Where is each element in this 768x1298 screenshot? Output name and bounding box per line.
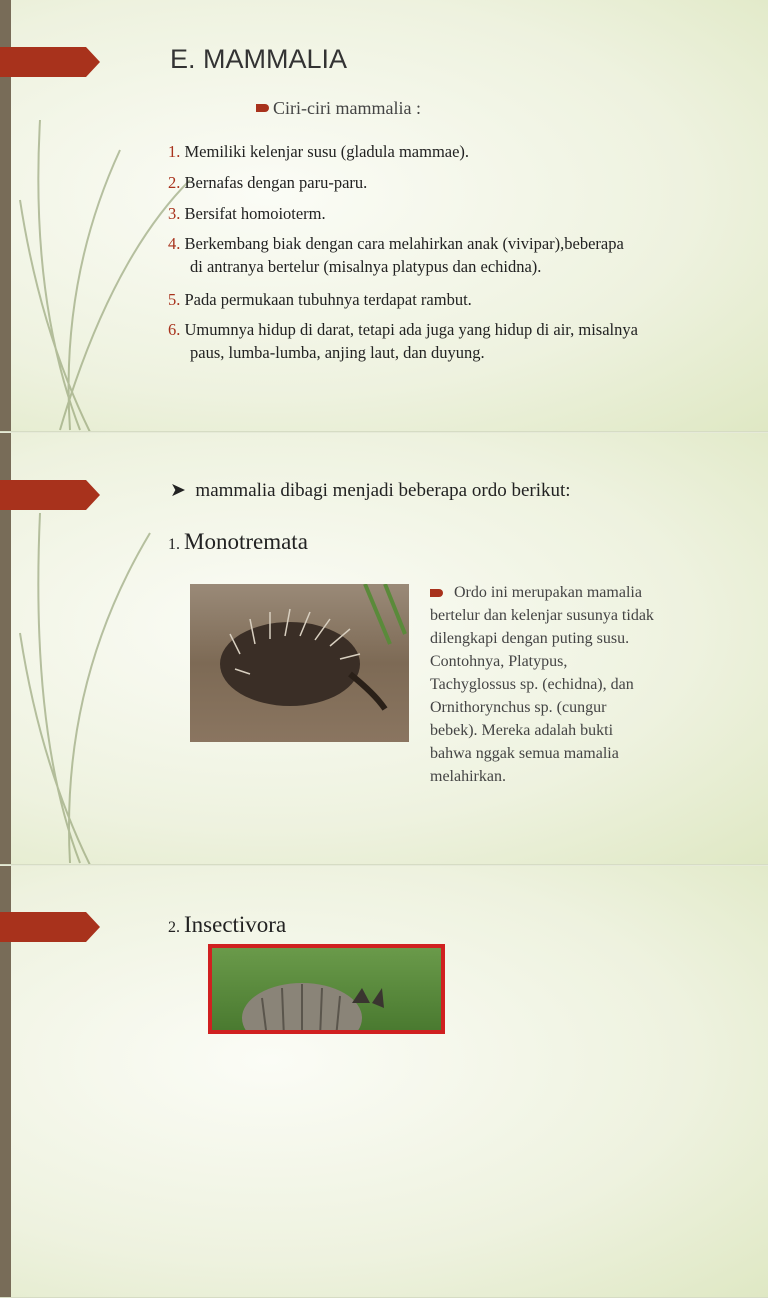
intro-label: mammalia dibagi menjadi beberapa ordo berikut: — [195, 480, 571, 501]
armadillo-photo — [208, 944, 445, 1034]
bullet-icon — [256, 104, 269, 112]
echidna-photo — [190, 584, 409, 742]
item-text: Umumnya hidup di darat, tetapi ada juga yang hidup di air, misalnya — [184, 320, 638, 339]
subtitle — [256, 98, 421, 119]
heading-number: 1. — [168, 536, 180, 553]
item-text: Memiliki kelenjar susu (gladula mammae). — [184, 142, 470, 161]
heading-number: 2. — [168, 919, 180, 936]
description-line: bertelur dan kelenjar susunya tidak — [430, 607, 654, 624]
bullet-icon — [430, 589, 443, 597]
list-item — [168, 140, 469, 163]
title-banner — [0, 480, 100, 510]
item-number: 4. — [168, 234, 181, 253]
item-text: Berkembang biak dengan cara melahirkan anak (vivipar),beberapa — [184, 234, 624, 253]
slide-3 — [0, 866, 768, 1298]
description-line: Ornithorynchus sp. (cungur — [430, 699, 607, 716]
title-banner — [0, 47, 100, 77]
slide-1 — [0, 0, 768, 432]
item-number: 2. — [168, 173, 181, 192]
item-number: 3. — [168, 204, 181, 223]
description-line: bahwa nggak semua mamalia — [430, 745, 619, 762]
item-number: 1. — [168, 142, 181, 161]
section-heading — [168, 529, 308, 555]
heading-text: Insectivora — [184, 912, 287, 937]
description-line: bebek). Mereka adalah bukti — [430, 722, 614, 739]
list-item — [168, 171, 367, 194]
item-text: Bernafas dengan paru-paru. — [184, 173, 368, 192]
list-item — [168, 202, 326, 225]
item-text: Pada permukaan tubuhnya terdapat rambut. — [184, 290, 472, 309]
description-line: Contohnya, Platypus, — [430, 653, 568, 670]
arrow-bullet-icon: ➤ — [170, 480, 196, 501]
item-number: 6. — [168, 320, 181, 339]
slide-title: E. MAMMALIA — [170, 44, 348, 74]
description-line: melahirkan. — [430, 768, 506, 785]
section-heading — [168, 912, 286, 938]
description-line: dilengkapi dengan puting susu. — [430, 630, 630, 647]
item-number: 5. — [168, 290, 181, 309]
title-banner — [0, 912, 100, 942]
intro-text — [170, 479, 571, 502]
item-text: paus, lumba-lumba, anjing laut, dan duyung. — [190, 343, 485, 362]
item-text: di antranya bertelur (misalnya platypus dan echidna). — [190, 257, 542, 276]
heading-text: Monotremata — [184, 529, 308, 554]
item-text: Bersifat homoioterm. — [184, 204, 326, 223]
subtitle-text: Ciri-ciri mammalia : — [273, 98, 421, 118]
description-line: Tachyglossus sp. (echidna), dan — [430, 676, 634, 693]
list-item — [168, 318, 638, 364]
description-line: Ordo ini merupakan mamalia — [454, 584, 642, 601]
list-item — [168, 288, 472, 311]
list-item — [168, 232, 624, 278]
slide-2 — [0, 433, 768, 865]
